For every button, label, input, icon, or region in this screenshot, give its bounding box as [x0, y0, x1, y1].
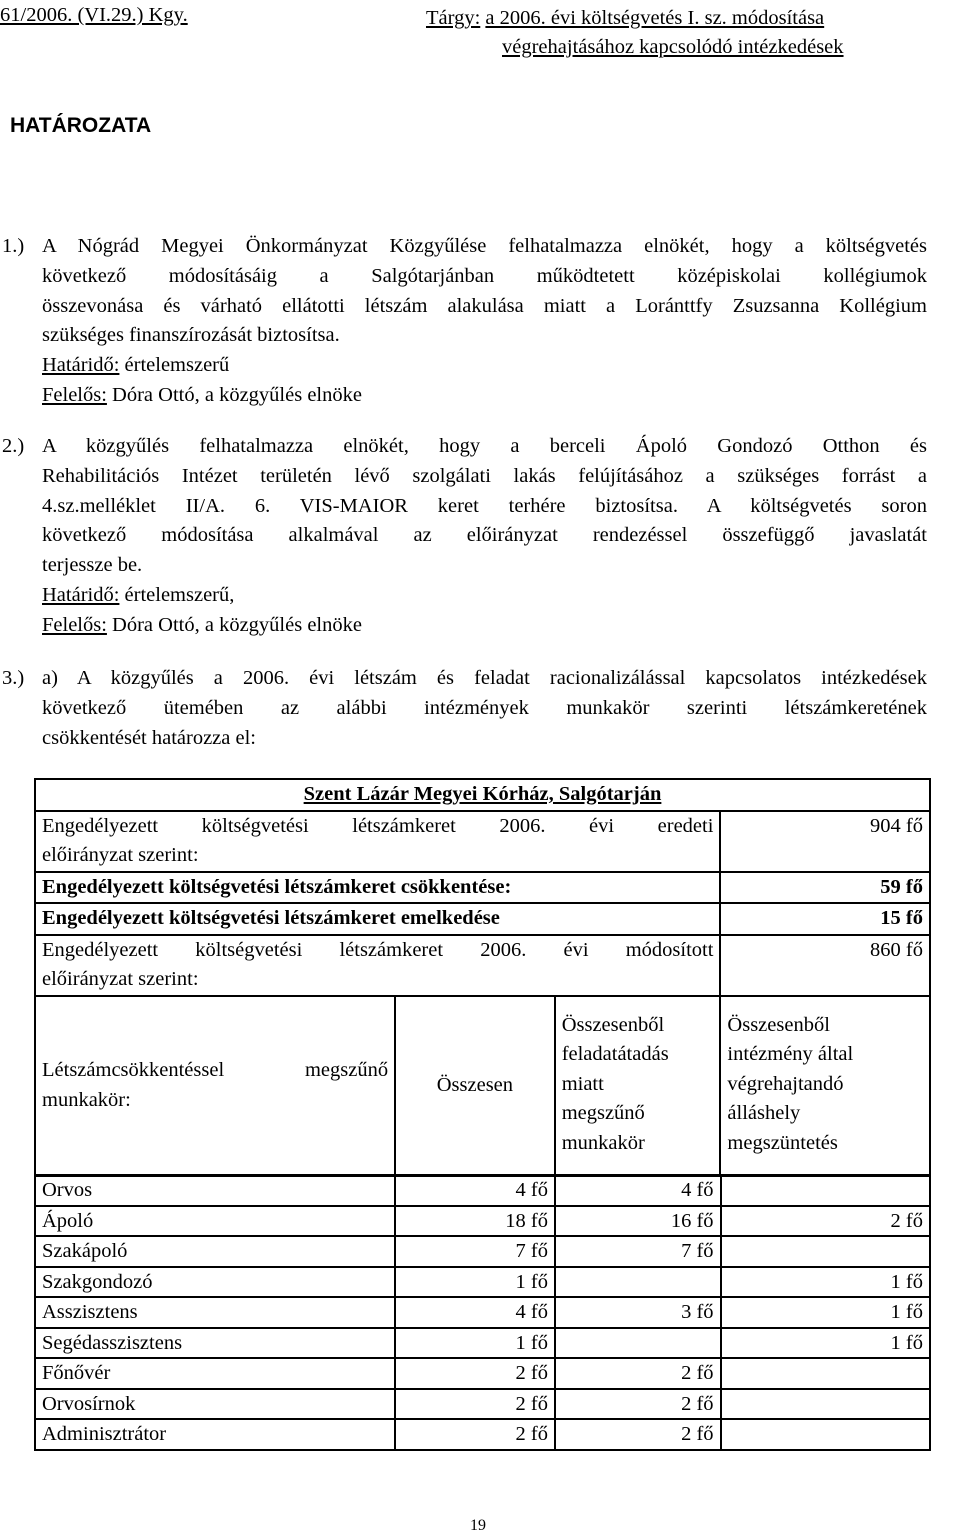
role-cell: Segédasszisztens	[35, 1328, 395, 1359]
total-cell: 2 fő	[395, 1389, 555, 1420]
item-2-line: következő módosítása alkalmával az előirányzat rendezéssel összefüggő javaslatát	[42, 524, 927, 547]
role-cell: Adminisztrátor	[35, 1419, 395, 1450]
item-1	[2, 232, 927, 411]
item-3-line: a) A közgyűlés a 2006. évi létszám és feladat racionalizálással kapcsolatos intézkedések	[42, 667, 927, 689]
task-cell: 2 fő	[555, 1389, 721, 1420]
summary-row	[35, 872, 930, 904]
item-1-line: szükséges finanszírozását biztosítsa.	[42, 324, 340, 347]
summary-label: Engedélyezett költségvetési létszámkeret csökkentése:	[35, 872, 720, 904]
item-3-line: következő ütemében az alábbi intézmények munkakör szerinti létszámkeretének	[42, 696, 927, 719]
summary-row	[35, 811, 930, 872]
total-cell: 4 fő	[395, 1297, 555, 1328]
role-cell: Szakgondozó	[35, 1267, 395, 1298]
resolution-ref: 61/2006. (VI.29.) Kgy.	[0, 4, 188, 26]
item-1-line: A Nógrád Megyei Önkormányzat Közgyűlése felhatalmazza elnökét, hogy a költségvetés	[42, 235, 927, 257]
task-cell: 2 fő	[555, 1358, 721, 1389]
inst-cell	[721, 1175, 930, 1206]
role-cell: Főnővér	[35, 1358, 395, 1389]
task-cell	[555, 1267, 721, 1298]
summary-value: 860 fő	[720, 935, 930, 996]
inst-cell	[721, 1419, 930, 1450]
table-row	[35, 1206, 930, 1237]
page-title: HATÁROZATA	[10, 114, 152, 137]
task-cell: 2 fő	[555, 1419, 721, 1450]
inst-cell	[721, 1236, 930, 1267]
total-cell: 1 fő	[395, 1267, 555, 1298]
task-cell: 3 fő	[555, 1297, 721, 1328]
inst-cell: 1 fő	[721, 1297, 930, 1328]
summary-value: 15 fő	[720, 903, 930, 935]
total-cell: 2 fő	[395, 1358, 555, 1389]
item-1-line: összevonása és várható ellátotti létszám alakulása miatt a Loránttfy Zsuzsanna Kollégium	[42, 294, 927, 317]
summary-label: Engedélyezett költségvetési létszámkeret 2006. évi módosított előirányzat szerint:	[35, 935, 720, 996]
header-task: Összesenből feladatátadás miatt megszűnő munkakör	[555, 996, 721, 1176]
header-total: Összesen	[395, 996, 555, 1176]
item-3	[2, 664, 927, 753]
item-2-number: 2.)	[2, 435, 25, 457]
subject-line2: végrehajtásához kapcsolódó intézkedések	[502, 36, 844, 58]
header-inst: Összesenből intézmény által végrehajtandó álláshely megszüntetés	[720, 996, 930, 1176]
total-cell: 7 fő	[395, 1236, 555, 1267]
task-cell: 7 fő	[555, 1236, 721, 1267]
role-cell: Orvos	[35, 1175, 395, 1206]
total-cell: 4 fő	[395, 1175, 555, 1206]
role-cell: Szakápoló	[35, 1236, 395, 1267]
table-row	[35, 1419, 930, 1450]
item-1-number: 1.)	[2, 235, 25, 257]
table-row	[35, 1389, 930, 1420]
staff-rows-table	[34, 1174, 931, 1451]
item-1-responsible: Felelős: Dóra Ottó, a közgyűlés elnöke	[42, 383, 362, 406]
item-2	[2, 432, 927, 641]
inst-cell: 1 fő	[721, 1328, 930, 1359]
inst-cell	[721, 1358, 930, 1389]
item-2-line: terjessze be.	[42, 554, 143, 577]
table-title-row	[35, 779, 930, 811]
table-row	[35, 1297, 930, 1328]
item-3-line: csökkentését határozza el:	[42, 726, 256, 749]
total-cell: 18 fő	[395, 1206, 555, 1237]
item-1-line: következő módosításáig a Salgótarjánban működtetett középiskolai kollégiumok	[42, 264, 927, 287]
total-cell: 2 fő	[395, 1419, 555, 1450]
item-2-line: 4.sz.melléklet II/A. 6. VIS-MAIOR keret terhére biztosítsa. A költségvetés soron	[42, 494, 927, 517]
role-cell: Orvosírnok	[35, 1389, 395, 1420]
column-header-row	[35, 996, 930, 1176]
task-cell: 4 fő	[555, 1175, 721, 1206]
table-row	[35, 1175, 930, 1206]
subject-line1: a 2006. évi költségvetés I. sz. módosítása	[485, 7, 825, 29]
item-2-line: Rehabilitációs Intézet területén lévő szolgálati lakás felújításához a szükséges forrást a	[42, 464, 927, 487]
item-2-line: A közgyűlés felhatalmazza elnökét, hogy a berceli Ápoló Gondozó Otthon és	[42, 435, 927, 457]
summary-value: 59 fő	[720, 872, 930, 904]
subject-label: Tárgy:	[426, 7, 481, 29]
table-row	[35, 1328, 930, 1359]
summary-row	[35, 903, 930, 935]
task-cell: 16 fő	[555, 1206, 721, 1237]
inst-cell	[721, 1389, 930, 1420]
summary-value: 904 fő	[720, 811, 930, 872]
item-2-deadline: Határidő: értelemszerű,	[42, 583, 235, 606]
staff-reduction-table	[34, 778, 931, 1177]
header-role: Létszámcsökkentéssel megszűnő munkakör:	[35, 996, 395, 1176]
table-row	[35, 1236, 930, 1267]
summary-row	[35, 935, 930, 996]
item-2-responsible: Felelős: Dóra Ottó, a közgyűlés elnöke	[42, 613, 362, 636]
item-1-deadline: Határidő: értelemszerű	[42, 354, 230, 377]
item-3-number: 3.)	[2, 667, 25, 689]
summary-label: Engedélyezett költségvetési létszámkeret 2006. évi eredeti előirányzat szerint:	[35, 811, 720, 872]
inst-cell: 2 fő	[721, 1206, 930, 1237]
table-row	[35, 1267, 930, 1298]
table-row	[35, 1358, 930, 1389]
summary-label: Engedélyezett költségvetési létszámkeret emelkedése	[35, 903, 720, 935]
role-cell: Asszisztens	[35, 1297, 395, 1328]
page-number: 19	[470, 1517, 486, 1534]
inst-cell: 1 fő	[721, 1267, 930, 1298]
total-cell: 1 fő	[395, 1328, 555, 1359]
institution-name: Szent Lázár Megyei Kórház, Salgótarján	[35, 779, 930, 811]
subject-block	[426, 4, 926, 62]
task-cell	[555, 1328, 721, 1359]
role-cell: Ápoló	[35, 1206, 395, 1237]
